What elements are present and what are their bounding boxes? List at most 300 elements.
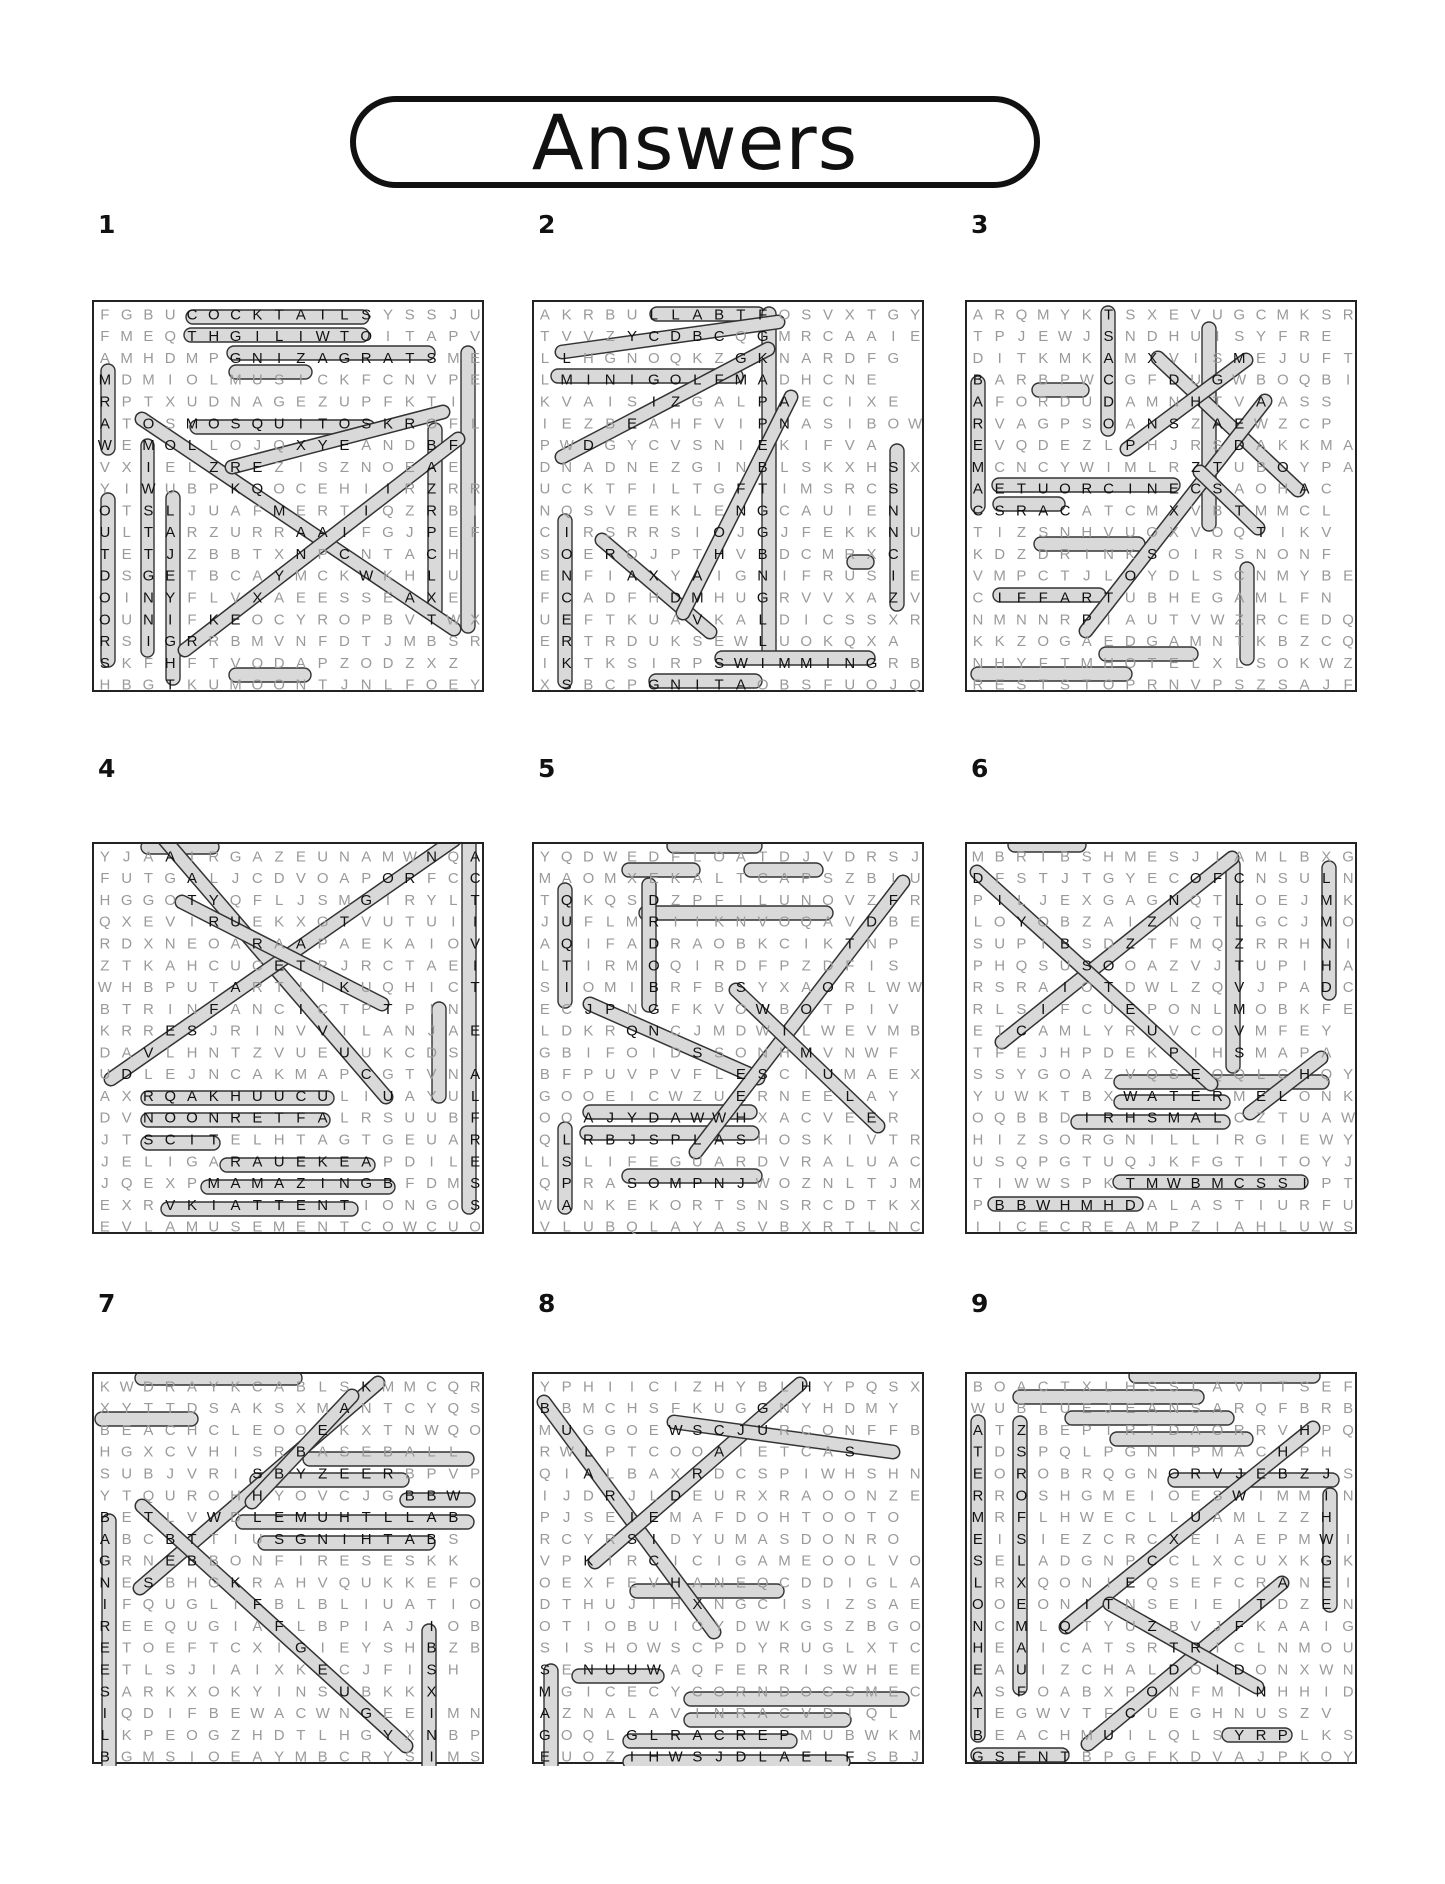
grid-letter: O	[142, 1639, 155, 1657]
grid-letter: E	[626, 1196, 638, 1214]
grid-letter: N	[670, 676, 681, 694]
grid-letter: C	[800, 1109, 812, 1127]
grid-letter: A	[779, 1748, 790, 1766]
grid-letter: O	[669, 371, 682, 389]
grid-letter: V	[426, 371, 437, 389]
grid-letter: W	[315, 328, 330, 346]
grid-letter: S	[692, 1044, 703, 1062]
grid-letter: N	[208, 1109, 220, 1127]
grid-letter: H	[186, 1044, 198, 1062]
grid-letter: S	[626, 1530, 638, 1548]
grid-letter: A	[1234, 1748, 1245, 1766]
grid-letter: G	[338, 349, 351, 367]
grid-letter: B	[1016, 1400, 1027, 1418]
grid-letter: C	[360, 1066, 372, 1084]
grid-letter: I	[1106, 1421, 1111, 1439]
grid-letter: S	[583, 1639, 594, 1657]
grid-letter: L	[649, 306, 658, 324]
grid-letter: M	[1080, 654, 1094, 672]
grid-letter: K	[714, 611, 725, 629]
grid-letter: U	[1146, 1022, 1158, 1040]
grid-letter: M	[1320, 891, 1333, 909]
grid-letter: C	[561, 480, 573, 498]
found-word-highlight	[236, 1515, 474, 1529]
grid-letter: E	[888, 1661, 899, 1679]
grid-letter: Y	[1059, 458, 1071, 476]
grid-letter: Z	[714, 349, 724, 367]
grid-letter: L	[1039, 1509, 1048, 1527]
grid-letter: D	[994, 1443, 1006, 1461]
grid-letter: V	[1212, 1748, 1223, 1766]
grid-letter: A	[648, 1465, 659, 1483]
grid-letter: U	[1233, 458, 1245, 476]
grid-letter: H	[713, 545, 725, 563]
grid-letter: C	[1103, 371, 1114, 389]
grid-letter: E	[1125, 1487, 1136, 1505]
grid-letter: L	[209, 589, 218, 607]
grid-letter: E	[972, 1530, 983, 1548]
grid-letter: D	[822, 957, 834, 975]
grid-letter: L	[693, 848, 702, 866]
grid-letter: V	[583, 328, 594, 346]
grid-letter: P	[1321, 1175, 1332, 1193]
grid-letter: O	[382, 1196, 394, 1214]
grid-letter: E	[143, 1175, 154, 1193]
grid-letter: O	[1037, 633, 1050, 651]
grid-letter: H	[164, 654, 176, 672]
grid-letter: I	[385, 891, 391, 909]
grid-letter: L	[1039, 1400, 1048, 1418]
grid-letter: T	[1169, 611, 1179, 629]
grid-letter: M	[1232, 1000, 1246, 1018]
grid-letter: E	[1190, 1087, 1201, 1105]
grid-letter: V	[1190, 676, 1201, 694]
grid-letter: B	[99, 1748, 110, 1766]
grid-letter: O	[425, 676, 438, 694]
grid-letter: N	[735, 913, 747, 931]
grid-letter: C	[339, 1487, 350, 1505]
grid-letter: B	[1059, 848, 1071, 866]
grid-letter: O	[626, 545, 638, 563]
grid-letter: S	[99, 654, 110, 672]
grid-letter: U	[208, 676, 220, 694]
grid-letter: F	[1147, 1748, 1157, 1766]
grid-letter: C	[822, 328, 834, 346]
grid-letter: E	[1016, 1044, 1027, 1062]
grid-letter: K	[382, 1574, 394, 1592]
grid-letter: C	[404, 1044, 416, 1062]
grid-letter: N	[1255, 545, 1267, 563]
grid-letter: I	[997, 589, 1002, 607]
grid-letter: L	[1235, 654, 1244, 672]
grid-letter: W	[1166, 1175, 1181, 1193]
grid-letter: H	[230, 1087, 241, 1105]
grid-letter: B	[1277, 633, 1288, 651]
grid-letter: N	[1212, 633, 1223, 651]
grid-letter: E	[1103, 1509, 1114, 1527]
grid-letter: Q	[142, 1596, 155, 1614]
grid-letter: O	[647, 349, 660, 367]
grid-letter: O	[1102, 957, 1115, 975]
grid-letter: C	[339, 1748, 350, 1766]
grid-letter: Y	[426, 1400, 437, 1418]
grid-letter: C	[1342, 979, 1354, 997]
grid-letter: P	[779, 1465, 790, 1483]
grid-letter: E	[295, 589, 306, 607]
grid-letter: M	[971, 848, 985, 866]
grid-letter: F	[1169, 935, 1179, 953]
grid-letter: E	[735, 1661, 746, 1679]
grid-letter: G	[735, 349, 747, 367]
grid-letter: O	[469, 1421, 481, 1439]
grid-letter: E	[539, 567, 550, 585]
grid-letter: U	[1190, 371, 1202, 389]
grid-letter: H	[295, 1574, 307, 1592]
grid-letter: U	[800, 1639, 812, 1657]
grid-letter: I	[695, 913, 700, 931]
grid-letter: O	[713, 848, 725, 866]
grid-letter: K	[757, 349, 768, 367]
grid-letter: A	[252, 1748, 263, 1766]
grid-letter: G	[360, 891, 373, 909]
grid-letter: L	[780, 458, 789, 476]
grid-letter: U	[382, 913, 394, 931]
grid-letter: R	[1255, 1726, 1267, 1744]
grid-letter: O	[1124, 567, 1137, 585]
grid-letter: T	[1082, 1617, 1092, 1635]
grid-letter: K	[822, 935, 834, 953]
grid-letter: C	[713, 1421, 725, 1439]
grid-letter: B	[692, 328, 703, 346]
grid-letter: A	[1125, 891, 1136, 909]
grid-letter: L	[1191, 1552, 1200, 1570]
grid-letter: H	[208, 1443, 220, 1461]
grid-letter: S	[692, 1421, 703, 1439]
grid-letter: V	[295, 870, 306, 888]
grid-letter: D	[648, 1109, 660, 1127]
grid-letter: H	[866, 1661, 877, 1679]
grid-letter: I	[673, 913, 678, 931]
grid-letter: F	[736, 480, 746, 498]
grid-letter: K	[1277, 437, 1288, 455]
grid-letter: O	[669, 1443, 682, 1461]
grid-letter: H	[339, 1509, 350, 1527]
grid-letter: S	[1016, 1000, 1027, 1018]
grid-letter: O	[647, 1175, 660, 1193]
grid-letter: L	[1104, 567, 1113, 585]
grid-letter: I	[1258, 1153, 1264, 1171]
grid-letter: U	[1255, 1552, 1267, 1570]
grid-letter: X	[121, 1087, 132, 1105]
grid-letter: Y	[426, 891, 437, 909]
grid-letter: X	[1212, 1552, 1223, 1570]
grid-letter: B	[1190, 1175, 1201, 1193]
grid-letter: V	[844, 891, 855, 909]
grid-letter: F	[562, 1066, 572, 1084]
grid-letter: A	[165, 524, 176, 542]
grid-letter: I	[451, 1596, 456, 1614]
grid-letter: A	[972, 1421, 983, 1439]
grid-letter: L	[209, 870, 218, 888]
grid-letter: A	[561, 1196, 572, 1214]
grid-letter: O	[469, 1596, 481, 1614]
grid-letter: Y	[1016, 654, 1027, 672]
grid-letter: B	[274, 1465, 285, 1483]
grid-letter: L	[540, 371, 550, 389]
grid-letter: I	[586, 957, 591, 975]
grid-letter: Z	[296, 1175, 306, 1193]
grid-letter: B	[1277, 1465, 1288, 1483]
grid-letter: R	[713, 957, 725, 975]
grid-letter: G	[1059, 633, 1071, 651]
grid-letter: E	[99, 1196, 110, 1214]
grid-letter: T	[1103, 589, 1114, 607]
grid-letter: Y	[317, 437, 328, 455]
grid-letter: N	[866, 1487, 877, 1505]
grid-letter: L	[1169, 1131, 1179, 1149]
grid-letter: V	[735, 545, 746, 563]
grid-letter: A	[1038, 502, 1049, 520]
grid-letter: T	[1038, 676, 1048, 694]
grid-letter: X	[121, 458, 132, 476]
grid-letter: E	[801, 393, 812, 411]
grid-letter: O	[1276, 458, 1289, 476]
grid-letter: L	[823, 1748, 833, 1766]
grid-letter: B	[735, 935, 746, 953]
grid-letter: G	[360, 1705, 373, 1723]
grid-letter: H	[447, 1661, 459, 1679]
grid-letter: T	[405, 957, 415, 975]
grid-letter: I	[695, 957, 700, 975]
grid-letter: V	[1321, 524, 1332, 542]
grid-letter: D	[994, 545, 1006, 563]
grid-letter: Z	[252, 1044, 262, 1062]
grid-letter: Y	[1016, 913, 1027, 931]
grid-letter: E	[121, 1153, 132, 1171]
grid-letter: J	[101, 1153, 109, 1171]
grid-letter: N	[561, 567, 573, 585]
grid-letter: A	[714, 1443, 725, 1461]
grid-letter: A	[1081, 1639, 1092, 1657]
grid-letter: E	[648, 870, 659, 888]
grid-letter: I	[651, 654, 656, 672]
grid-letter: Q	[865, 1705, 878, 1723]
grid-letter: N	[99, 1574, 111, 1592]
grid-letter: S	[1038, 1487, 1049, 1505]
grid-letter: M	[120, 328, 133, 346]
grid-letter: J	[101, 1131, 109, 1149]
grid-letter: J	[541, 913, 549, 931]
grid-letter: D	[339, 633, 350, 651]
grid-letter: M	[799, 654, 813, 672]
grid-letter: H	[1103, 848, 1114, 866]
grid-letter: E	[888, 1683, 899, 1701]
grid-letter: I	[542, 1487, 547, 1505]
grid-letter: D	[273, 1726, 285, 1744]
grid-letter: C	[295, 1087, 307, 1105]
grid-letter: D	[648, 891, 660, 909]
grid-letter: S	[822, 415, 834, 433]
grid-letter: J	[188, 502, 196, 520]
grid-letter: A	[626, 567, 638, 585]
grid-letter: K	[561, 654, 572, 672]
grid-letter: C	[426, 1378, 437, 1396]
grid-letter: R	[583, 1131, 594, 1149]
grid-letter: E	[994, 1639, 1005, 1657]
grid-letter: T	[143, 1400, 154, 1418]
grid-letter: C	[360, 1218, 372, 1236]
grid-letter: F	[583, 567, 594, 585]
grid-letter: B	[583, 676, 594, 694]
grid-letter: X	[1147, 306, 1158, 324]
grid-letter: K	[561, 306, 572, 324]
grid-letter: B	[1343, 1400, 1354, 1418]
grid-letter: H	[273, 1131, 285, 1149]
grid-letter: B	[382, 1175, 394, 1193]
grid-letter: Y	[801, 1400, 812, 1418]
grid-letter: T	[1060, 1748, 1070, 1766]
grid-letter: V	[426, 1066, 437, 1084]
grid-letter: R	[99, 935, 111, 953]
grid-letter: B	[382, 611, 394, 629]
puzzle-number-5: 5	[538, 754, 556, 783]
grid-letter: K	[339, 371, 350, 389]
grid-letter: R	[121, 1022, 133, 1040]
grid-letter: H	[1320, 957, 1332, 975]
grid-letter: S	[274, 371, 285, 389]
grid-letter: L	[449, 1443, 458, 1461]
grid-letter: A	[888, 1153, 899, 1171]
grid-letter: I	[1106, 611, 1111, 629]
grid-letter: X	[121, 913, 132, 931]
grid-letter: O	[207, 1487, 220, 1505]
grid-letter: O	[1276, 654, 1289, 672]
grid-letter: K	[99, 1378, 110, 1396]
grid-letter: W	[755, 1000, 770, 1018]
grid-letter: S	[1321, 393, 1332, 411]
grid-letter: S	[1125, 1639, 1136, 1657]
grid-letter: S	[1234, 328, 1245, 346]
grid-letter: A	[1190, 1421, 1201, 1439]
grid-letter: L	[253, 1509, 262, 1527]
grid-letter: R	[360, 957, 372, 975]
grid-letter: V	[714, 415, 725, 433]
grid-letter: T	[100, 545, 110, 563]
grid-letter: T	[1343, 1175, 1353, 1193]
grid-letter: O	[822, 1530, 834, 1548]
grid-letter: W	[1145, 979, 1160, 997]
grid-letter: B	[1038, 1109, 1049, 1127]
grid-letter: E	[910, 1596, 921, 1614]
grid-letter: E	[165, 1066, 176, 1084]
grid-letter: R	[735, 1153, 747, 1171]
grid-letter: T	[562, 1596, 572, 1614]
grid-letter: S	[1212, 567, 1223, 585]
grid-letter: Q	[447, 1421, 460, 1439]
grid-letter: L	[1017, 1552, 1026, 1570]
grid-letter: L	[1169, 1196, 1179, 1214]
grid-letter: J	[1039, 1044, 1047, 1062]
grid-letter: A	[692, 935, 703, 953]
grid-letter: C	[1233, 1552, 1245, 1570]
grid-letter: C	[800, 545, 812, 563]
grid-letter: W	[141, 480, 156, 498]
grid-letter: B	[539, 1066, 550, 1084]
grid-letter: E	[714, 633, 725, 651]
grid-letter: R	[1124, 1022, 1136, 1040]
grid-letter: D	[1037, 437, 1049, 455]
grid-letter: E	[1103, 633, 1114, 651]
grid-letter: R	[1255, 611, 1267, 629]
grid-letter: N	[1168, 891, 1180, 909]
grid-letter: Q	[1189, 891, 1202, 909]
grid-letter: X	[626, 870, 638, 888]
grid-letter: U	[1299, 870, 1310, 888]
grid-letter: J	[737, 1421, 745, 1439]
grid-letter: T	[339, 913, 350, 931]
grid-letter: B	[539, 1400, 550, 1418]
grid-letter: N	[1342, 1487, 1354, 1505]
grid-letter: S	[888, 957, 899, 975]
grid-letter: C	[1146, 1552, 1158, 1570]
grid-letter: E	[844, 1109, 855, 1127]
grid-letter: T	[383, 1400, 393, 1418]
grid-letter: T	[1103, 979, 1114, 997]
grid-letter: A	[1234, 1443, 1245, 1461]
grid-letter: W	[1079, 458, 1094, 476]
grid-letter: Y	[1103, 1617, 1114, 1635]
grid-letter: M	[560, 371, 573, 389]
grid-letter: J	[340, 676, 349, 694]
grid-letter: I	[429, 1000, 434, 1018]
grid-letter: B	[448, 1109, 459, 1127]
grid-letter: I	[1302, 1175, 1307, 1193]
grid-letter: Y	[888, 1400, 899, 1418]
grid-letter: H	[800, 1378, 812, 1396]
grid-letter: M	[993, 611, 1006, 629]
grid-letter: R	[1081, 1131, 1093, 1149]
grid-letter: E	[252, 458, 263, 476]
grid-letter: E	[143, 913, 154, 931]
grid-letter: A	[426, 1509, 437, 1527]
grid-letter: A	[692, 1574, 703, 1592]
grid-letter: S	[143, 502, 154, 520]
grid-letter: F	[296, 1109, 306, 1127]
grid-letter: N	[583, 1661, 594, 1679]
grid-letter: O	[164, 437, 177, 455]
grid-letter: S	[426, 349, 437, 367]
grid-letter: E	[274, 957, 285, 975]
grid-letter: Y	[626, 1109, 638, 1127]
grid-letter: N	[317, 1218, 329, 1236]
grid-letter: E	[605, 1509, 616, 1527]
grid-letter: S	[1299, 1378, 1310, 1396]
grid-letter: H	[1299, 1421, 1310, 1439]
grid-letter: Q	[1037, 1574, 1050, 1592]
grid-letter: O	[1015, 1487, 1028, 1505]
grid-letter: Q	[273, 437, 285, 455]
grid-letter: U	[121, 611, 133, 629]
grid-letter: U	[273, 415, 285, 433]
grid-letter: C	[1190, 1022, 1202, 1040]
grid-letter: N	[1255, 1683, 1267, 1701]
grid-letter: U	[360, 979, 372, 997]
grid-letter: N	[360, 1400, 372, 1418]
grid-letter: U	[230, 957, 241, 975]
grid-letter: N	[735, 502, 747, 520]
grid-letter: G	[1124, 1465, 1137, 1483]
grid-letter: R	[1103, 1109, 1114, 1127]
